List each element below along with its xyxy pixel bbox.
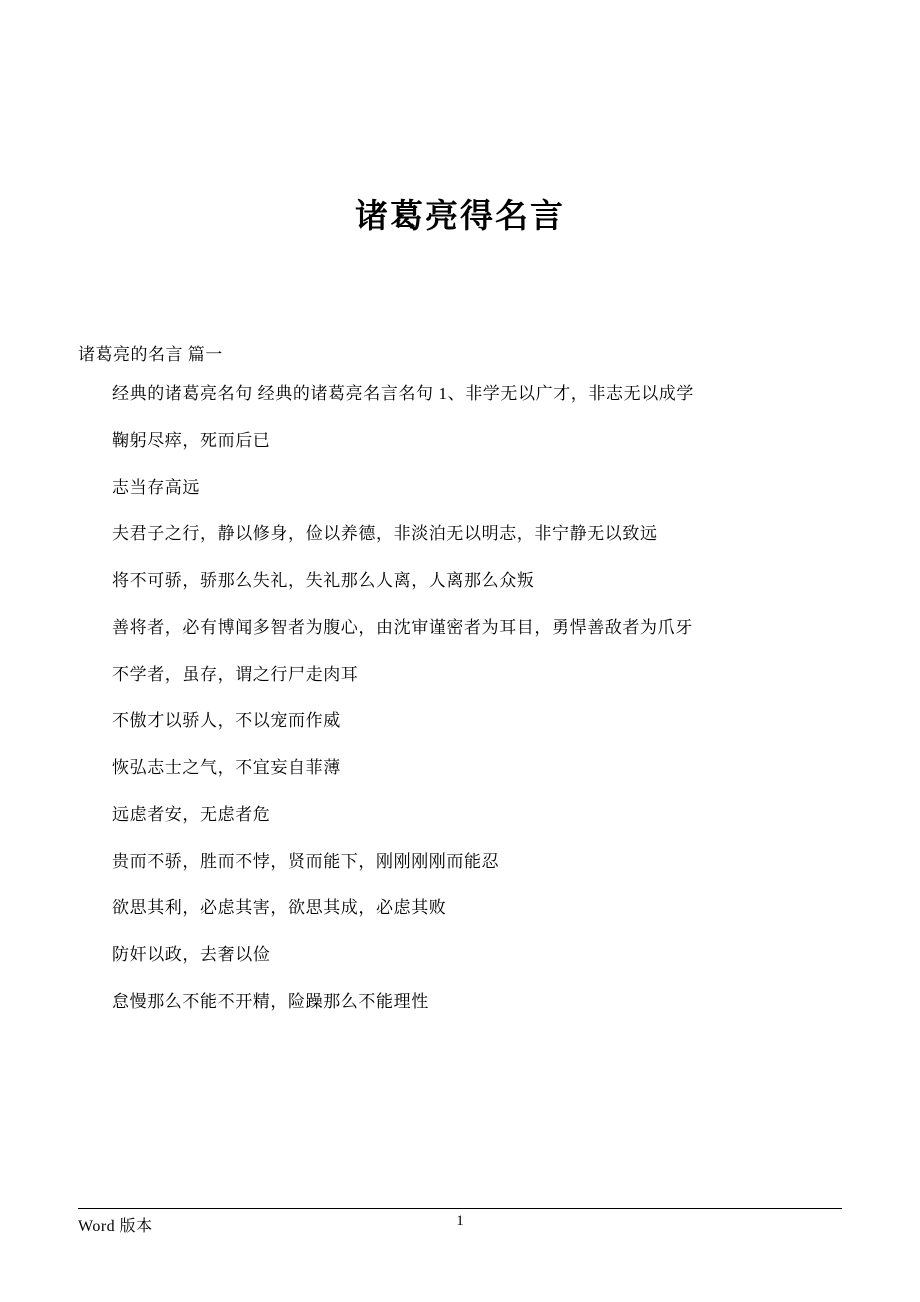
paragraph: 鞠躬尽瘁，死而后已 — [112, 430, 271, 450]
paragraph: 恢弘志士之气，不宜妄自菲薄 — [112, 758, 341, 778]
page-footer — [0, 1208, 920, 1242]
paragraph: 远虑者安，无虑者危 — [112, 804, 271, 824]
paragraph: 欲思其利，必虑其害，欲思其成，必虑其败 — [112, 898, 447, 918]
page-number: 1 — [456, 1213, 464, 1229]
paragraph: 怠慢那么不能不开精，险躁那么不能理性 — [112, 991, 429, 1011]
paragraph: 将不可骄，骄那么失礼，失礼那么人离，人离那么众叛 — [112, 571, 535, 591]
paragraph: 防奸以政，去奢以俭 — [112, 945, 271, 965]
footer-label: Word 版本 — [78, 1218, 153, 1235]
paragraph: 贵而不骄，胜而不悖，贤而能下，刚刚刚刚而能忍 — [112, 851, 500, 871]
paragraph: 夫君子之行，静以修身，俭以养德，非淡泊无以明志，非宁静无以致远 — [112, 524, 658, 544]
paragraph: 不傲才以骄人，不以宠而作威 — [112, 711, 341, 731]
paragraph: 志当存高远 — [112, 477, 200, 497]
section-heading: 诸葛亮的名言 篇一 — [78, 344, 223, 364]
page-title: 诸葛亮得名言 — [355, 199, 565, 235]
footer-divider — [78, 1208, 842, 1209]
paragraph: 善将者，必有博闻多智者为腹心，由沈审谨密者为耳目，勇悍善敌者为爪牙 — [112, 617, 693, 637]
paragraph: 经典的诸葛亮名句 经典的诸葛亮名言名句 1、非学无以广才，非志无以成学 — [112, 384, 694, 404]
paragraph: 不学者，虽存，谓之行尸走肉耳 — [112, 664, 359, 684]
document-body — [78, 0, 842, 1026]
